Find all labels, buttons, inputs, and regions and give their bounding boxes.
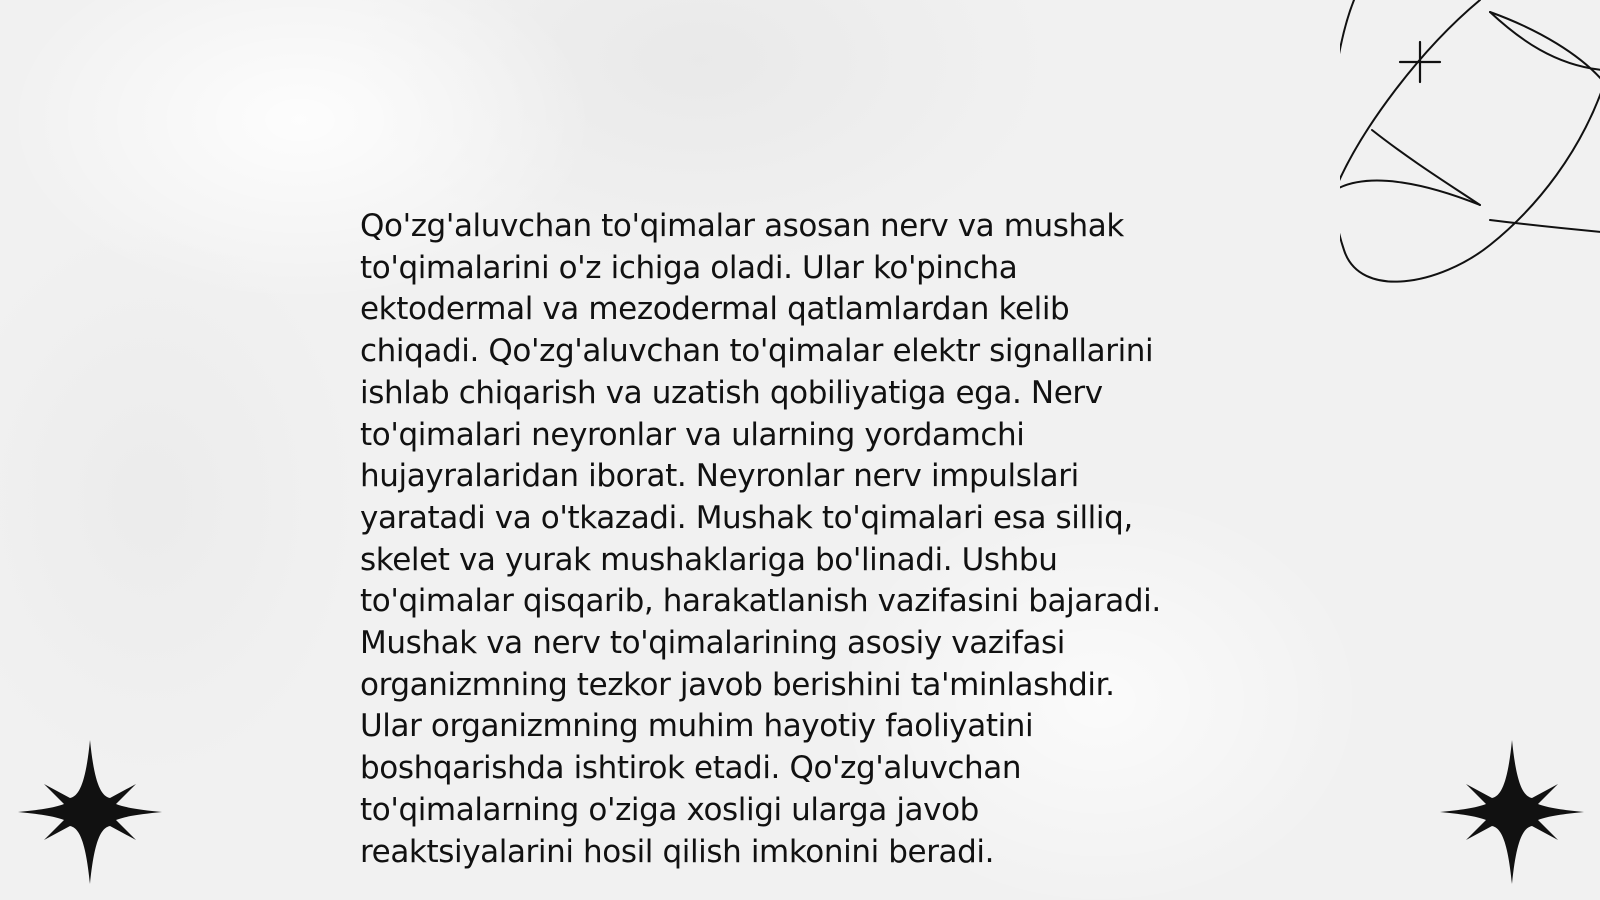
paragraph-line: to'qimalarning o'ziga xosligi ularga javob [360,791,979,828]
body-paragraph [360,206,1220,873]
paragraph-line: ishlab chiqarish va uzatish qobiliyatiga ega. Nerv [360,374,1103,411]
paragraph-line: organizmning tezkor javob berishini ta'minlashdir. [360,666,1115,703]
four-point-star-icon [1440,740,1584,884]
paragraph-line: Mushak va nerv to'qimalarining asosiy vazifasi [360,625,1065,662]
paragraph-line: Qo'zg'aluvchan to'qimalar asosan nerv va mushak [360,208,1124,244]
paragraph-line: reaktsiyalarini hosil qilish imkonini beradi. [360,833,995,870]
paragraph-line: skelet va yurak mushaklariga bo'linadi. Ushbu [360,541,1058,578]
paragraph-line: chiqadi. Qo'zg'aluvchan to'qimalar elektr signallarini [360,333,1154,370]
paragraph-line: hujayralaridan iborat. Neyronlar nerv impulslari [360,458,1079,495]
four-point-star-icon [18,740,162,884]
orbit-lines-sparkle-icon [1340,0,1600,300]
paragraph-line: boshqarishda ishtirok etadi. Qo'zg'aluvchan [360,750,1022,787]
paragraph-line: to'qimalar qisqarib, harakatlanish vazifasini bajaradi. [360,583,1161,620]
paragraph-line: to'qimalari neyronlar va ularning yordamchi [360,416,1025,453]
paragraph-line: ektodermal va mezodermal qatlamlardan kelib [360,291,1070,328]
paragraph-line: to'qimalarini o'z ichiga oladi. Ular ko'pincha [360,249,1018,286]
paragraph-line: Ular organizmning muhim hayotiy faoliyatini [360,708,1034,745]
paragraph-line: yaratadi va o'tkazadi. Mushak to'qimalari esa silliq, [360,499,1133,536]
